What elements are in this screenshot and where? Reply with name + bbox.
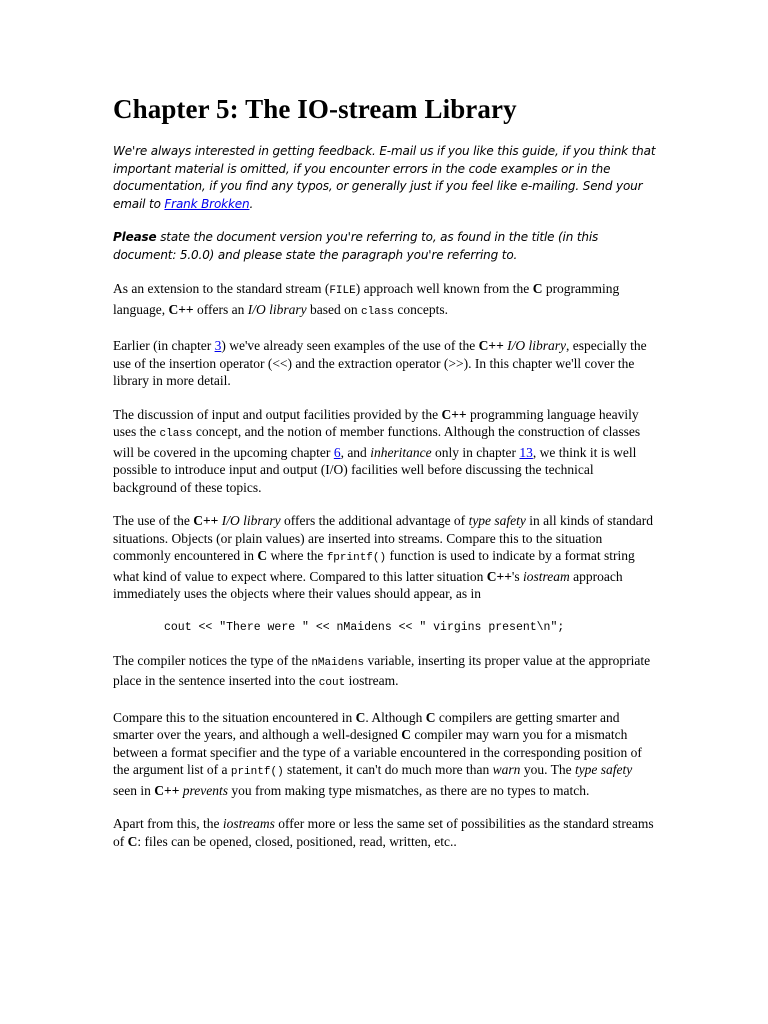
italic-iostream: iostream [522, 568, 570, 584]
text-run: offers the additional advantage of [280, 513, 469, 528]
code-class: class [360, 305, 394, 318]
bold-cpp: C++ [486, 568, 512, 584]
text-run: in all kinds of standard situations. Objects (or plain values) are inserted into streams. Compare this to the situation commonly encountered in [113, 513, 654, 563]
bold-cpp: C++ [168, 301, 194, 317]
text-run: compiler may warn you for a mismatch between a format specifier and the type of a variable encountered in the corresponding position of the argument list of a [113, 727, 642, 777]
code-nmaidens: nMaidens [311, 656, 365, 669]
text-run: The discussion of input and output facilities provided by the [113, 406, 442, 422]
text-run: variable, inserting its proper value at the appropriate place in the sentence inserted into the [113, 652, 651, 688]
text-run: Apart from this, the [113, 816, 223, 831]
bold-cpp: C++ [154, 782, 180, 798]
chapter-6-link[interactable]: 6 [333, 444, 341, 460]
paragraph-earlier [113, 337, 658, 390]
text-run: only in chapter [431, 444, 520, 460]
text-run: , and [340, 444, 371, 460]
text-run: concepts. [394, 301, 448, 317]
author-email-link[interactable]: Frank Brokken [164, 196, 250, 211]
feedback-text: We're always interested in getting feedback. E-mail us if you like this guide, if you think that important material is omitted, if you encounter errors in the code examples or in the documentation, if you find any typos, or generally just if you feel like e-mailing. Send your email to [113, 144, 656, 211]
text-run: function is used to indicate by a format string what kind of value to expect where. Compared to this latter situation [113, 548, 635, 584]
text-run: Earlier (in chapter [113, 338, 215, 353]
bold-c: C [401, 727, 412, 742]
bold-cpp: C++ [478, 338, 504, 353]
italic-iostreams: iostreams [222, 816, 275, 831]
code-class: class [159, 428, 193, 440]
bold-c: C [532, 281, 543, 296]
code-cout: cout [318, 677, 346, 689]
code-fprintf: fprintf() [326, 552, 387, 564]
bold-c: C [127, 833, 138, 849]
italic-inheritance: inheritance [370, 444, 432, 460]
text-run: where the [267, 548, 327, 563]
code-file: FILE [329, 285, 356, 297]
italic-prevents: prevents [182, 782, 228, 798]
text-run: offer more or less the same set of possibilities as the standard streams of [113, 816, 654, 849]
code-printf: printf() [230, 766, 284, 778]
bold-cpp: C++ [193, 513, 219, 528]
paragraph-apart [113, 815, 658, 850]
italic-io-library: I/O library [247, 301, 307, 317]
italic-io-library: I/O library [221, 513, 281, 528]
paragraph-compiler [113, 652, 658, 693]
italic-type-safety: type safety [468, 513, 526, 528]
text-run: concept, and the notion of member functions. Although the construction of classes will be covered in the upcoming chapter [113, 424, 641, 460]
paragraph-compare [113, 709, 658, 800]
text-run: . Although [365, 709, 426, 725]
text-run: : files can be opened, closed, positioned, read, written, etc.. [137, 833, 457, 849]
text-run: based on [306, 301, 361, 317]
text-run: you from making type mismatches, as there are no types to match. [228, 782, 590, 798]
bold-cpp: C++ [441, 406, 467, 422]
code-example: cout << "There were " << nMaidens << " virgins present\n"; [164, 620, 565, 634]
chapter-13-link[interactable]: 13 [519, 444, 533, 460]
text-run: iostream. [345, 673, 399, 688]
italic-io-library: I/O library [507, 338, 567, 353]
document-content [113, 92, 658, 866]
text-run: The use of the [113, 513, 194, 528]
text-run: compilers are getting smarter and smarter over the years, and although a well-designed [113, 709, 620, 742]
bold-c: C [355, 709, 366, 725]
paragraph-type-safety [113, 512, 658, 603]
text-run: The compiler notices the type of the [113, 652, 312, 668]
paragraph-discussion [113, 406, 658, 497]
text-run: , especially the use of the insertion operator (<<) and the extraction operator (>>). In this chapter we'll cover the library in more detail. [113, 338, 647, 388]
text-run: programming language, [113, 281, 620, 317]
version-note-text: state the document version you're referring to, as found in the title (in this document: 5.0.0) and please state the paragraph you're referring to. [113, 230, 599, 262]
text-run: 's [511, 568, 523, 584]
text-run: seen in [113, 782, 155, 798]
bold-c: C [257, 548, 268, 563]
chapter-3-link[interactable]: 3 [214, 338, 222, 353]
italic-type-safety: type safety [574, 762, 633, 777]
feedback-paragraph [113, 143, 658, 213]
text-run: ) we've already seen examples of the use of the [221, 338, 479, 353]
text-run: statement, it can't do much more than [283, 762, 493, 777]
please-bold: Please [113, 230, 157, 244]
chapter-title: Chapter 5: The IO-stream Library [113, 94, 517, 124]
text-run: , we think it is well possible to introduce input and output (I/O) facilities well before discussing the technical background of these topics. [113, 444, 637, 495]
paragraph-intro [113, 280, 658, 321]
version-note-paragraph [113, 229, 658, 264]
bold-c: C [425, 709, 436, 725]
italic-warn: warn [492, 762, 521, 777]
text-run: programming language heavily uses the [113, 406, 639, 439]
text-run: Compare this to the situation encountered in [113, 709, 356, 725]
feedback-end: . [249, 196, 254, 211]
text-run: you. The [520, 762, 575, 777]
text-run: offers an [193, 301, 248, 317]
text-run: ) approach well known from the [355, 281, 533, 296]
text-run: As an extension to the standard stream ( [113, 281, 330, 296]
text-run: approach immediately uses the objects where their values should appear, as in [113, 568, 623, 601]
